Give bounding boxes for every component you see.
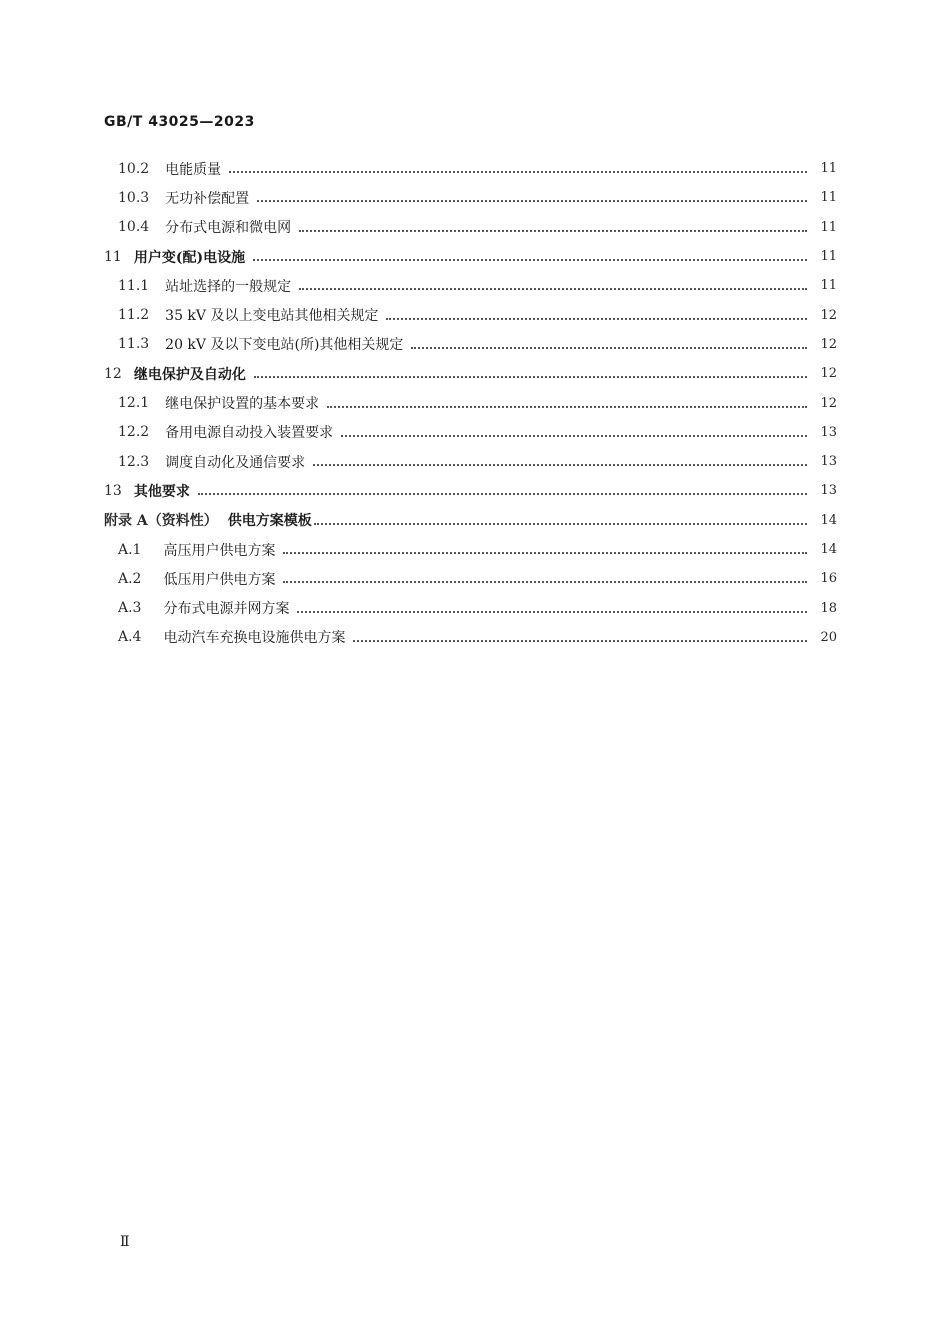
dot-leader — [297, 610, 807, 613]
dot-leader — [314, 522, 807, 525]
toc-entry-12[interactable] — [0, 359, 950, 388]
toc-entry-page: 12 — [820, 307, 837, 323]
toc-entry-number: 12.2 — [118, 424, 150, 441]
toc-entry-number: 10.4 — [118, 219, 150, 236]
toc-entry-number: A.4 — [118, 629, 142, 646]
toc-entry-12-1[interactable] — [0, 388, 950, 417]
toc-entry-page: 12 — [820, 395, 837, 411]
toc-entry-number: 11.2 — [118, 307, 150, 324]
toc-entry-number: A.3 — [118, 600, 142, 617]
toc-entry-page: 16 — [820, 571, 837, 587]
toc-entry-number: 10.3 — [118, 189, 150, 206]
toc-entry-a-3[interactable] — [0, 593, 950, 622]
toc-entry-page: 20 — [820, 629, 837, 645]
toc-entry-title: 电动汽车充换电设施供电方案 — [163, 630, 346, 647]
toc-entry-11-3[interactable] — [0, 330, 950, 359]
toc-entry-10-4[interactable] — [0, 213, 950, 242]
dot-leader — [254, 375, 807, 378]
toc-entry-number: A.1 — [118, 541, 142, 558]
toc-entry-page: 11 — [820, 249, 837, 265]
toc-entry-title: 分布式电源并网方案 — [163, 601, 290, 618]
dot-leader — [341, 434, 807, 437]
dot-leader — [313, 463, 807, 466]
toc-entry-number: 附录 A（资料性） — [104, 513, 218, 530]
toc-entry-page: 11 — [820, 219, 837, 235]
toc-entry-title: 站址选择的一般规定 — [165, 278, 292, 295]
toc-entry-title: 备用电源自动投入装置要求 — [165, 425, 334, 442]
toc-entry-page: 13 — [820, 424, 837, 440]
toc-entry-title: 高压用户供电方案 — [163, 542, 276, 559]
dot-leader — [353, 639, 807, 642]
toc-entry-title: 其他要求 — [133, 483, 190, 500]
toc-entry-number: 12.3 — [118, 453, 150, 470]
toc-entry-13[interactable] — [0, 476, 950, 505]
page-number: Ⅱ — [120, 1234, 130, 1250]
dot-leader — [327, 405, 807, 408]
toc-entry-page: 14 — [820, 542, 837, 557]
toc-entry-title: 用户变(配)电设施 — [133, 249, 246, 266]
toc-entry-page: 12 — [820, 366, 837, 382]
dot-leader — [283, 580, 807, 583]
toc-entry-title: 电能质量 — [165, 161, 222, 178]
dot-leader — [411, 346, 807, 349]
dot-leader — [283, 551, 807, 554]
toc-entry-page: 13 — [820, 454, 837, 470]
toc-entry-number: 10.2 — [118, 160, 150, 177]
dot-leader — [299, 229, 807, 232]
toc-entry-11-1[interactable] — [0, 271, 950, 300]
dot-leader — [386, 317, 807, 320]
toc-entry-number: 12 — [104, 365, 122, 382]
toc-entry-title: 35 kV 及以上变电站其他相关规定 — [165, 308, 379, 325]
toc-entry-number: 13 — [104, 482, 122, 499]
document-id: GB/T 43025—2023 — [104, 114, 255, 130]
toc-entry-number: 11.3 — [118, 336, 150, 353]
toc-entry-title: 供电方案模板 — [227, 513, 312, 530]
toc-entry-title: 20 kV 及以下变电站(所)其他相关规定 — [165, 337, 404, 354]
toc-entry-12-2[interactable] — [0, 418, 950, 447]
toc-entry-number: 11.1 — [118, 277, 150, 294]
toc-entry-11-2[interactable] — [0, 300, 950, 329]
toc-entry-page: 11 — [820, 161, 837, 177]
toc-entry-title: 分布式电源和微电网 — [165, 220, 292, 237]
toc-entry-page: 11 — [820, 278, 837, 294]
toc-entry-appendix-a[interactable] — [0, 506, 950, 535]
dot-leader — [253, 258, 807, 261]
toc-entry-page: 12 — [820, 336, 837, 352]
toc-entry-page: 13 — [820, 483, 837, 499]
toc-entry-a-4[interactable] — [0, 623, 950, 652]
toc-entry-title: 无功补偿配置 — [165, 190, 250, 207]
toc-entry-title: 低压用户供电方案 — [163, 571, 276, 588]
toc-entry-12-3[interactable] — [0, 447, 950, 476]
toc-entry-page: 11 — [820, 190, 837, 206]
toc-entry-10-2[interactable] — [0, 154, 950, 183]
dot-leader — [257, 199, 807, 202]
toc-entry-10-3[interactable] — [0, 183, 950, 212]
table-of-contents — [0, 154, 950, 652]
dot-leader — [198, 492, 807, 495]
toc-entry-number: 11 — [104, 248, 122, 265]
dot-leader — [229, 170, 807, 173]
toc-entry-a-1[interactable] — [0, 535, 950, 564]
toc-entry-title: 调度自动化及通信要求 — [165, 454, 306, 471]
toc-entry-11[interactable] — [0, 242, 950, 271]
toc-entry-a-2[interactable] — [0, 564, 950, 593]
toc-entry-title: 继电保护及自动化 — [133, 366, 246, 383]
toc-entry-number: 12.1 — [118, 395, 150, 412]
toc-entry-page: 18 — [820, 600, 837, 616]
toc-entry-number: A.2 — [118, 570, 142, 587]
toc-entry-title: 继电保护设置的基本要求 — [165, 396, 320, 413]
toc-entry-page: 14 — [820, 512, 837, 528]
dot-leader — [299, 287, 807, 290]
